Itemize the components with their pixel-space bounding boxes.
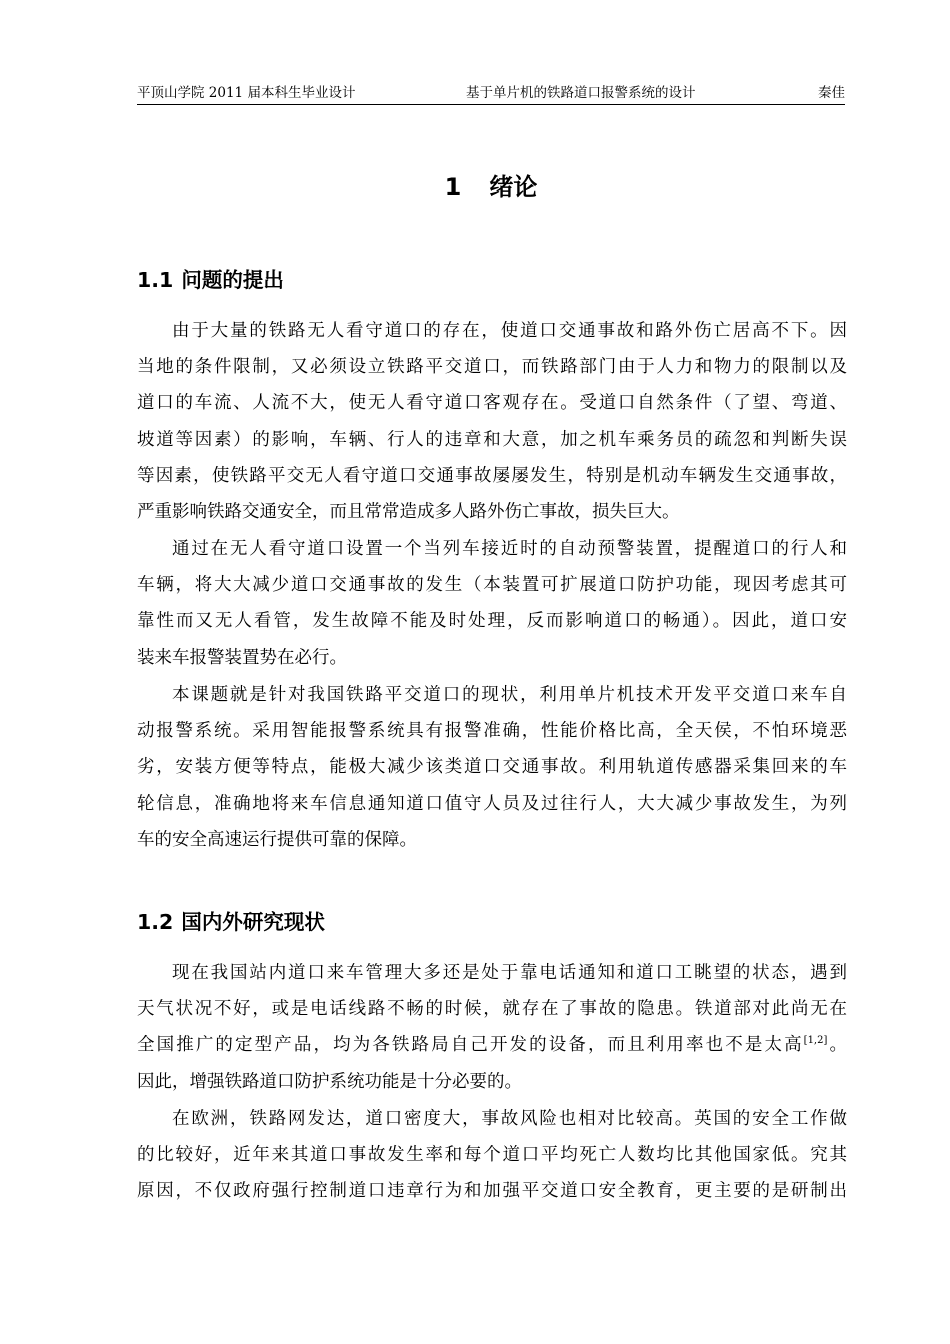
body-paragraph: [137, 1101, 847, 1210]
paragraph-line: 坡道等因素）的影响，车辆、行人的违章和大意，加之机车乘务员的疏忽和判断失误: [137, 429, 847, 450]
paragraph-line-text: 全国推广的定型产品，均为各铁路局自己开发的设备，而且利用率也不是太高: [137, 1035, 804, 1056]
chapter-title-text: 绪论: [489, 173, 538, 201]
section-number: 1.2: [137, 910, 174, 934]
chapter-title: [0, 170, 950, 204]
paragraph-line: 动报警系统。采用智能报警系统具有报警准确，性能价格比高，全天侯，不怕环境恶: [137, 721, 847, 742]
header-thesis-title: 基于单片机的铁路道口报警系统的设计: [466, 85, 696, 101]
paragraph-line-with-citation: [137, 1027, 847, 1063]
paragraph-line: 严重影响铁路交通安全，而且常常造成多人路外伤亡事故，损失巨大。: [137, 502, 680, 523]
body-paragraph: [137, 677, 847, 858]
paragraph-line: 车的安全高速运行提供可靠的保障。: [137, 829, 417, 850]
paragraph-line: 本课题就是针对我国铁路平交道口的现状，利用单片机技术开发平交道口来车自: [172, 685, 847, 705]
paragraph-line: 当地的条件限制，又必须设立铁路平交道口，而铁路部门由于人力和物力的限制以及: [137, 357, 847, 378]
paragraph-line: 车辆，将大大减少道口交通事故的发生（本装置可扩展道口防护功能，现因考虑其可: [137, 575, 847, 596]
paragraph-line: 的比较好，近年来其道口事故发生率和每个道口平均死亡人数均比其他国家低。究其: [137, 1145, 847, 1166]
paragraph-line: 道口的车流、人流不大，使无人看守道口客观存在。受道口自然条件（了望、弯道、: [137, 393, 847, 414]
section-title-text: 问题的提出: [181, 268, 284, 292]
citation-suffix: 。: [827, 1035, 847, 1056]
paragraph-line: 原因，不仅政府强行控制道口违章行为和加强平交道口安全教育，更主要的是研制出: [137, 1181, 847, 1202]
paragraph-line: 靠性而又无人看管，发生故障不能及时处理，反而影响道口的畅通）。因此，道口安: [137, 611, 847, 632]
paragraph-line: 天气状况不好，或是电话线路不畅的时候，就存在了事故的隐患。铁道部对此尚无在: [137, 999, 847, 1020]
body-paragraph: [137, 531, 847, 676]
paragraph-line: 由于大量的铁路无人看守道口的存在，使道口交通事故和路外伤亡居高不下。因: [172, 321, 847, 341]
paragraph-line: 等因素，使铁路平交无人看守道口交通事故屡屡发生，特别是机动车辆发生交通事故，: [137, 465, 847, 486]
section-number: 1.1: [137, 268, 174, 292]
paragraph-line: 通过在无人看守道口设置一个当列车接近时的自动预警装置，提醒道口的行人和: [172, 539, 847, 559]
section-heading: [137, 265, 284, 295]
chapter-number: 1: [444, 173, 462, 201]
citation-reference[interactable]: [1,2]: [803, 1035, 828, 1047]
paragraph-line: 在欧洲，铁路网发达，道口密度大，事故风险也相对比较高。英国的安全工作做: [172, 1109, 847, 1129]
header-institution: 平顶山学院 2011 届本科生毕业设计: [137, 85, 356, 101]
section-heading: [137, 907, 325, 937]
section-title-text: 国内外研究现状: [181, 910, 325, 934]
header-author: 秦佳: [818, 85, 845, 101]
paragraph-line: 劣，安装方便等特点，能极大减少该类道口交通事故。利用轨道传感器采集回来的车: [137, 757, 847, 778]
paragraph-line: 装来车报警装置势在必行。: [137, 647, 347, 668]
paragraph-line: 轮信息，准确地将来车信息通知道口值守人员及过往行人，大大减少事故发生，为列: [137, 793, 847, 814]
body-paragraph: [137, 313, 847, 530]
paragraph-line: 因此，增强铁路道口防护系统功能是十分必要的。: [137, 1071, 522, 1092]
page-header: [137, 84, 845, 105]
body-paragraph: [137, 955, 847, 1100]
paragraph-line: 现在我国站内道口来车管理大多还是处于靠电话通知和道口工眺望的状态，遇到: [172, 963, 847, 983]
